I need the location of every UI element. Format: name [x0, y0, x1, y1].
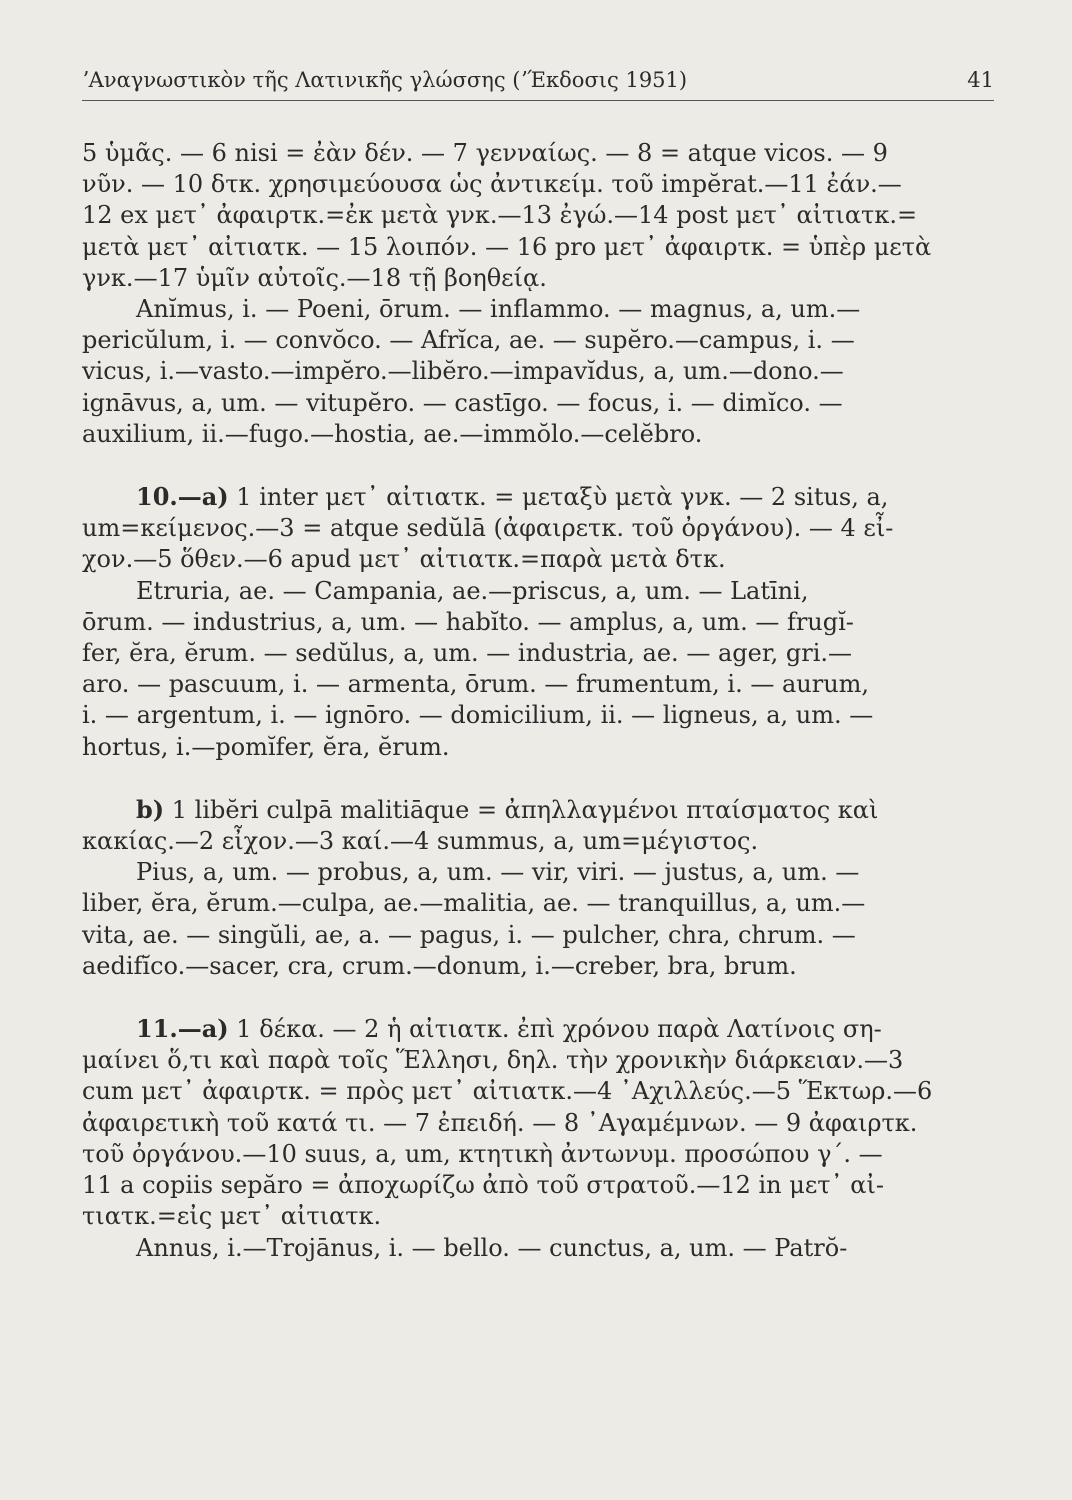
text-line	[82, 481, 996, 513]
running-title: ʼΑναγνωστικὸν τῆς Λατινικῆς γλώσσης (ʼΈκδοσις 1951)	[82, 68, 688, 92]
text-line: vita, ae. — singŭli, ae, a. — pagus, i. — pulcher, chra, chrum. —	[82, 920, 856, 949]
text-line	[82, 794, 996, 826]
section-label: 10.—a)	[136, 482, 229, 512]
notes-paragraph-11a	[82, 1013, 996, 1232]
text-line: liber, ĕra, ĕrum.—culpa, ae.—malitia, ae. — tranquillus, a, um.—	[82, 889, 866, 918]
text-line: hortus, i.—pomĭfer, ĕra, ĕrum.	[82, 732, 450, 761]
page-number: 41	[967, 68, 994, 92]
text-line: ōrum. — industrius, a, um. — habĭto. — amplus, a, um. — frugĭ-	[82, 607, 854, 636]
text-line: μετὰ μετ᾿ αἰτιατκ. — 15 λοιπόν. — 16 pro μετ᾿ ἀφαιρτκ. = ὑπὲρ μετὰ	[82, 232, 932, 261]
text-span: 1 δέκα. — 2 ἡ αἰτιατκ. ἐπὶ χρόνου παρὰ Λατίνοις ση-	[228, 1015, 882, 1044]
notes-paragraph-9	[82, 138, 996, 294]
text-line: 5 ὑμᾶς. — 6 nisi = ἐὰν δέν. — 7 γενναίως. — 8 = atque vicos. — 9	[82, 139, 888, 167]
text-line: κακίας.—2 εἶχον.—3 καί.—4 summus, a, um=μέγιστος.	[82, 827, 759, 856]
text-line: auxilium, ii.—fugo.—hostia, ae.—immŏlo.—celĕbro.	[82, 419, 703, 448]
text-line	[82, 1013, 996, 1045]
text-line: νῦν. — 10 δτκ. χρησιμεύουσα ὡς ἀντικείμ. τοῦ impĕrat.—11 ἐάν.—	[82, 170, 902, 199]
text-line: Annus, i.—Trojānus, i. — bello. — cunctus, a, um. — Patrŏ-	[136, 1233, 848, 1262]
vocabulary-paragraph-9	[82, 294, 996, 450]
text-span: 1 inter μετ᾿ αἰτιατκ. = μεταξὺ μετὰ γνκ. — 2 situs, a,	[228, 483, 889, 512]
text-line: aro. — pascuum, i. — armenta, ōrum. — frumentum, i. — aurum,	[82, 670, 870, 699]
text-line: aedifĭco.—sacer, cra, crum.—donum, i.—creber, bra, brum.	[82, 951, 797, 980]
text-line: μαίνει ὅ,τι καὶ παρὰ τοῖς Ἕλλησι, δηλ. τὴν χρονικὴν διάρκειαν.—3	[82, 1046, 904, 1075]
text-line: Anĭmus, i. — Poeni, ōrum. — inflammo. — magnus, a, um.—	[136, 295, 861, 324]
section-label: b)	[136, 794, 165, 824]
text-span: 1 libĕri culpā malitiāque = ἀπηλλαγμένοι πταίσματος καὶ	[164, 795, 879, 824]
vocabulary-paragraph-10b	[82, 857, 996, 982]
text-line: cum μετ᾿ ἀφαιρτκ. = πρὸς μετ᾿ αἰτιατκ.—4 ᾿Αχιλλεύς.—5 Ἕκτωρ.—6	[82, 1077, 933, 1106]
text-line: τοῦ ὀργάνου.—10 suus, a, um, κτητικὴ ἀντωνυμ. προσώπου γ΄. —	[82, 1139, 883, 1168]
text-line: i. — argentum, i. — ignōro. — domicilium, ii. — ligneus, a, um. —	[82, 701, 874, 730]
text-line: Pius, a, um. — probus, a, um. — vir, viri. — justus, a, um. —	[136, 858, 860, 887]
text-line: 12 ex μετ᾿ ἀφαιρτκ.=ἐκ μετὰ γνκ.—13 ἐγώ.—14 post μετ᾿ αἰτιατκ.=	[82, 201, 918, 230]
text-line: 11 a copiis sepăro = ἀποχωρίζω ἀπὸ τοῦ στρατοῦ.—12 in μετ᾿ αἰ-	[82, 1171, 884, 1200]
text-line: γνκ.—17 ὑμῖν αὐτοῖς.—18 τῇ βοηθείᾳ.	[82, 263, 547, 292]
text-line: um=κείμενος.—3 = atque sedŭlā (ἀφαιρετκ. τοῦ ὀργάνου). — 4 εἶ-	[82, 514, 894, 543]
vocabulary-paragraph-11a	[82, 1233, 996, 1264]
vocabulary-paragraph-10a	[82, 576, 996, 763]
text-line: fer, ĕra, ĕrum. — sedŭlus, a, um. — industria, ae. — ager, gri.—	[82, 639, 853, 668]
text-line: vicus, i.—vasto.—impĕro.—libĕro.—impavĭdus, a, um.—dono.—	[82, 357, 844, 386]
text-line: ignāvus, a, um. — vitupĕro. — castīgo. — focus, i. — dimĭco. —	[82, 388, 843, 417]
section-label: 11.—a)	[136, 1014, 229, 1044]
text-line: χον.—5 ὅθεν.—6 apud μετ᾿ αἰτιατκ.=παρὰ μετὰ δτκ.	[82, 545, 726, 574]
running-header	[82, 68, 994, 101]
page-body	[82, 138, 996, 1264]
text-line: ἀφαιρετικὴ τοῦ κατά τι. — 7 ἐπειδή. — 8 ᾿Αγαμέμνων. — 9 ἀφαιρτκ.	[82, 1108, 918, 1137]
notes-paragraph-10b	[82, 794, 996, 857]
text-line: pericŭlum, i. — convŏco. — Afrĭca, ae. — supĕro.—campus, i. —	[82, 326, 855, 355]
text-line: Etruria, ae. — Campania, ae.—priscus, a, um. — Latīni,	[136, 576, 809, 605]
notes-paragraph-10a	[82, 481, 996, 576]
text-line: τιατκ.=εἰς μετ᾿ αἰτιατκ.	[82, 1202, 382, 1231]
